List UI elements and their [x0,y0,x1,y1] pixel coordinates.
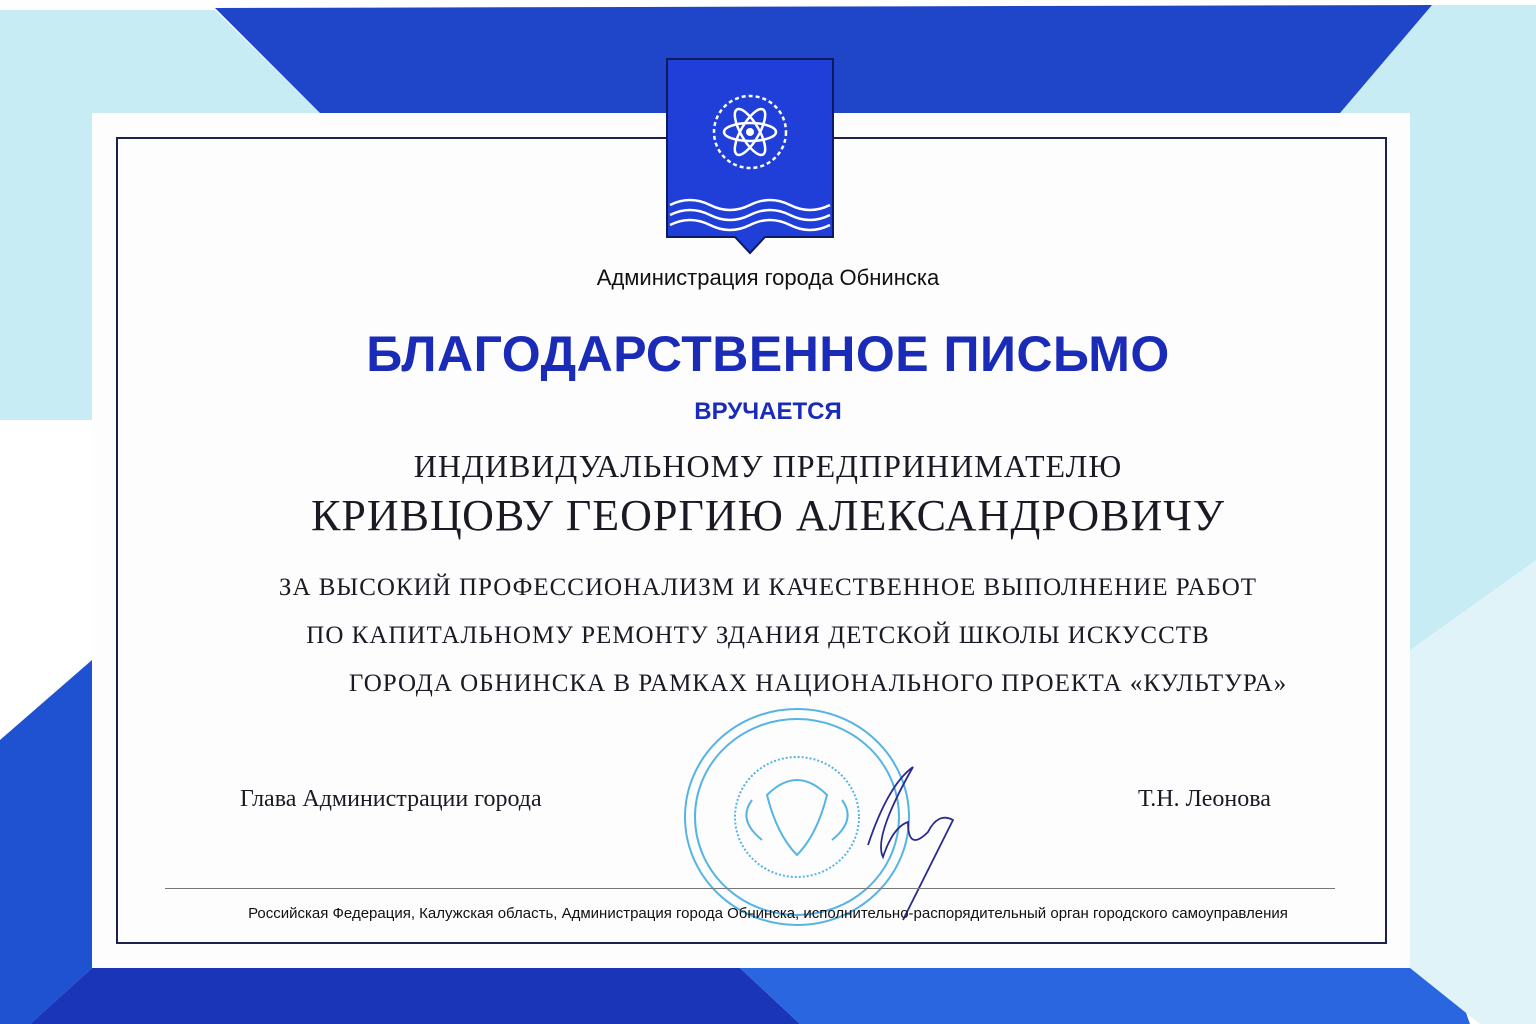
signatory-position: Глава Администрации города [240,786,542,812]
organization-name: Администрация города Обнинска [596,265,940,290]
reason-line: ГОРОДА ОБНИНСКА В РАМКАХ НАЦИОНАЛЬНОГО ПРОЕКТА «КУЛЬТУРА» [348,670,1288,697]
footer-text: Российская Федерация, Калужская область, Администрация города Обнинска, исполнительно-распорядительный орган городского самоуправления [248,905,1288,922]
certificate-subtitle: ВРУЧАЕТСЯ [694,398,842,425]
certificate-title: БЛАГОДАРСТВЕННОЕ ПИСЬМО [366,326,1170,382]
footer-divider [165,888,1335,889]
reason-line: ПО КАПИТАЛЬНОМУ РЕМОНТУ ЗДАНИЯ ДЕТСКОЙ ШКОЛЫ ИСКУССТВ [306,622,1210,649]
recipient-role: ИНДИВИДУАЛЬНОМУ ПРЕДПРИНИМАТЕЛЮ [413,448,1123,484]
reason-line: ЗА ВЫСОКИЙ ПРОФЕССИОНАЛИЗМ И КАЧЕСТВЕННОЕ ВЫПОЛНЕНИЕ РАБОТ [278,574,1258,601]
coat-of-arms-icon [665,57,835,257]
signatory-name: Т.Н. Леонова [1138,786,1271,812]
official-stamp-icon [682,705,972,930]
recipient-name: КРИВЦОВУ ГЕОРГИЮ АЛЕКСАНДРОВИЧУ [311,491,1225,540]
